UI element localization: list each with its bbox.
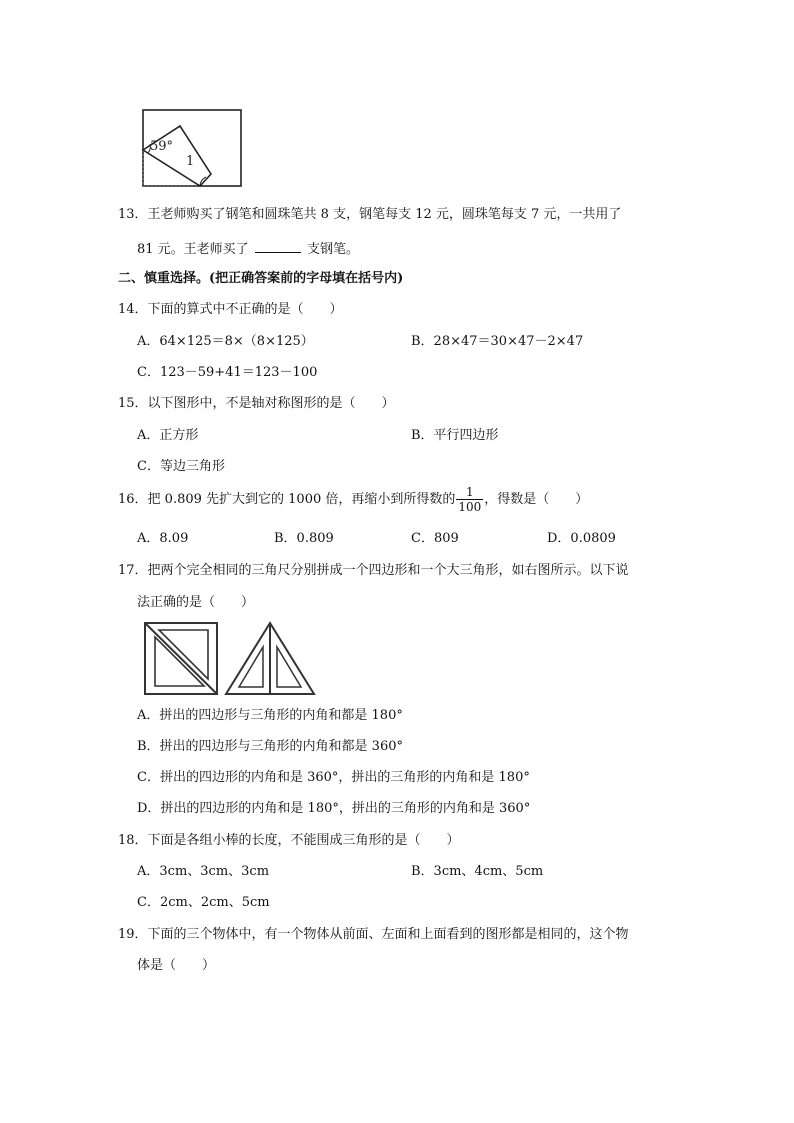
q18-option-c[interactable]: C．2cm、2cm、5cm [137, 895, 270, 910]
folded-paper-figure [140, 108, 244, 190]
section-2-heading: 二、慎重选择。(把正确答案前的字母填在括号内) [118, 271, 404, 286]
q16-option-a[interactable]: A．8.09 [137, 531, 189, 546]
q17-option-a[interactable]: A．拼出的四边形与三角形的内角和都是 180° [137, 708, 403, 723]
triangle-rulers-figure [143, 621, 319, 697]
q18-option-b[interactable]: B．3cm、4cm、5cm [411, 864, 544, 879]
q14-option-b[interactable]: B．28×47＝30×47－2×47 [411, 334, 584, 349]
q17-stem-line2: 法正确的是（ ） [137, 595, 255, 610]
q16-fraction-den: 100 [458, 500, 482, 514]
q13-line2-pre: 81 元。王老师买了 [137, 242, 249, 257]
q16-stem-pre: 16．把 0.809 先扩大到它的 1000 倍，再缩小到所得数的 [118, 492, 456, 507]
q19-stem-line1: 19．下面的三个物体中，有一个物体从前面、左面和上面看到的图形都是相同的，这个物 [118, 927, 629, 942]
q16-stem [118, 484, 588, 516]
q15-option-c[interactable]: C．等边三角形 [137, 459, 225, 474]
q13-answer-blank[interactable] [255, 240, 301, 253]
q16-option-c[interactable]: C．809 [411, 531, 459, 546]
q15-option-a[interactable]: A．正方形 [137, 428, 199, 443]
q17-stem-line1: 17．把两个完全相同的三角尺分别拼成一个四边形和一个大三角形，如右图所示。以下说 [118, 563, 629, 578]
angle-59-label: 59° [150, 139, 174, 154]
q17-option-c[interactable]: C．拼出的四边形的内角和是 360°，拼出的三角形的内角和是 180° [137, 770, 530, 785]
q19-stem-line2: 体是（ ） [137, 958, 216, 973]
q18-stem: 18．下面是各组小棒的长度，不能围成三角形的是（ ） [118, 833, 460, 848]
q15-option-b[interactable]: B．平行四边形 [411, 428, 499, 443]
q14-option-c[interactable]: C．123－59+41＝123－100 [137, 365, 318, 380]
angle-1-label: 1 [186, 154, 195, 169]
q17-option-b[interactable]: B．拼出的四边形与三角形的内角和都是 360° [137, 739, 403, 754]
q16-fraction [456, 485, 483, 514]
q16-option-b[interactable]: B．0.809 [274, 531, 334, 546]
q14-stem: 14．下面的算式中不正确的是（ ） [118, 302, 343, 317]
q14-option-a[interactable]: A．64×125＝8×（8×125） [137, 334, 314, 349]
q16-fraction-num: 1 [456, 485, 483, 500]
q13-line2 [137, 240, 359, 258]
q16-stem-post: ，得数是（ ） [484, 492, 589, 507]
q13-line2-post: 支钢笔。 [306, 242, 359, 257]
q18-option-a[interactable]: A．3cm、3cm、3cm [137, 864, 270, 879]
q16-option-d[interactable]: D．0.0809 [547, 531, 616, 546]
q15-stem: 15．以下图形中，不是轴对称图形的是（ ） [118, 396, 395, 411]
q13-line1: 13．王老师购买了钢笔和圆珠笔共 8 支，钢笔每支 12 元，圆珠笔每支 7 元，一共用了 [118, 207, 622, 222]
q17-option-d[interactable]: D．拼出的四边形的内角和是 180°，拼出的三角形的内角和是 360° [137, 801, 531, 816]
